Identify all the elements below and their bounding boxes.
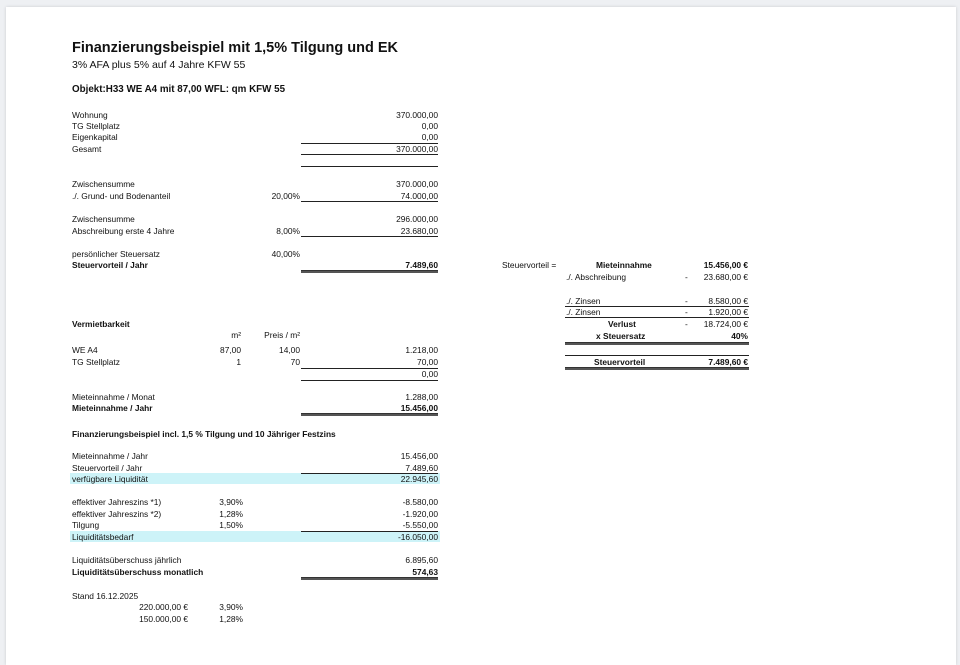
rental-row-preis: 70 xyxy=(290,357,300,367)
side-zinsen1-value: 8.580,00 € xyxy=(708,296,748,306)
stand-amount: 150.000,00 € xyxy=(139,614,188,624)
divider-line xyxy=(565,355,749,356)
side-verlust-value: 18.724,00 € xyxy=(703,319,748,329)
bedarf-value: -16.050,00 xyxy=(397,532,438,542)
stellplatz-value: 0,00 xyxy=(421,121,438,131)
bedarf-label: Liquiditätsbedarf xyxy=(72,532,134,542)
grund-pct: 20,00% xyxy=(271,191,300,201)
rental-row-m2: 1 xyxy=(236,357,241,367)
side-abschreibung-sign: - xyxy=(685,272,688,282)
stand-amount: 220.000,00 € xyxy=(139,602,188,612)
gesamt-label: Gesamt xyxy=(72,144,102,154)
zwischensumme-label: Zwischensumme xyxy=(72,179,135,189)
zins2-label: effektiver Jahreszins *2) xyxy=(72,509,162,519)
rental-row-m2: 87,00 xyxy=(220,345,241,355)
double-underline xyxy=(301,577,438,580)
col-m2-header: m² xyxy=(231,330,241,340)
steuervorteil-label: Steuervorteil / Jahr xyxy=(72,260,148,270)
grund-value: 74.000,00 xyxy=(400,191,438,201)
page-subtitle: 3% AFA plus 5% auf 4 Jahre KFW 55 xyxy=(72,59,246,71)
side-verlust-sign: - xyxy=(685,319,688,329)
zwischensumme2-value: 296.000,00 xyxy=(396,214,438,224)
divider-line xyxy=(301,201,438,202)
side-vorteil-label: Steuervorteil xyxy=(594,357,646,367)
side-zinsen2-label: ./. Zinsen xyxy=(566,307,601,317)
side-miete-value: 15.456,00 € xyxy=(703,260,748,270)
vermietbarkeit-heading: Vermietbarkeit xyxy=(72,319,130,329)
side-abschreibung-value: 23.680,00 € xyxy=(703,272,748,282)
tilgung-value: -5.550,00 xyxy=(402,520,438,530)
side-zinsen2-value: 1.920,00 € xyxy=(708,307,748,317)
stand-pct: 1,28% xyxy=(219,614,243,624)
side-zinsen1-label: ./. Zinsen xyxy=(566,296,601,306)
miete-monat-label: Mieteinnahme / Monat xyxy=(72,392,155,402)
rental-extra-value: 0,00 xyxy=(421,369,438,379)
rental-row-preis: 14,00 xyxy=(279,345,300,355)
double-underline xyxy=(565,367,749,370)
ueberschuss-jahr-value: 6.895,60 xyxy=(405,555,438,565)
miete-jahr-label: Mieteinnahme / Jahr xyxy=(72,403,153,413)
divider-line xyxy=(301,368,438,369)
tilgung-pct: 1,50% xyxy=(219,520,243,530)
ueberschuss-jahr-label: Liquiditätsüberschuss jährlich xyxy=(72,555,182,565)
eigenkapital-label: Eigenkapital xyxy=(72,132,118,142)
zwischensumme2-label: Zwischensumme xyxy=(72,214,135,224)
miete-monat-value: 1.288,00 xyxy=(405,392,438,402)
col-preis-header: Preis / m² xyxy=(264,330,300,340)
zins2-value: -1.920,00 xyxy=(402,509,438,519)
fin-miete-label: Mieteinnahme / Jahr xyxy=(72,451,148,461)
fin-steuer-label: Steuervorteil / Jahr xyxy=(72,463,143,473)
miete-jahr-value: 15.456,00 xyxy=(400,403,438,413)
divider-line xyxy=(301,236,438,237)
side-zinsen1-sign: - xyxy=(685,296,688,306)
side-abschreibung-label: ./. Abschreibung xyxy=(566,272,627,282)
zins2-pct: 1,28% xyxy=(219,509,243,519)
stand-pct: 3,90% xyxy=(219,602,243,612)
divider-line xyxy=(301,166,438,167)
stand-label: Stand 16.12.2025 xyxy=(72,591,139,601)
divider-line xyxy=(301,154,438,155)
side-miete-label: Mieteinnahme xyxy=(596,260,652,270)
double-underline xyxy=(301,413,438,416)
double-underline xyxy=(301,270,438,273)
ueberschuss-monat-value: 574,63 xyxy=(412,567,438,577)
steuersatz-label: persönlicher Steuersatz xyxy=(72,249,160,259)
rental-row-label: TG Stellplatz xyxy=(72,357,120,367)
fin-steuer-value: 7.489,60 xyxy=(405,463,438,473)
side-vorteil-value: 7.489,60 € xyxy=(708,357,748,367)
side-verlust-label: Verlust xyxy=(608,319,636,329)
abschreibung-value: 23.680,00 xyxy=(400,226,438,236)
ueberschuss-monat-label: Liquiditätsüberschuss monatlich xyxy=(72,567,204,577)
abschreibung-pct: 8,00% xyxy=(276,226,300,236)
side-eq-label: Steuervorteil = xyxy=(502,260,557,270)
fin-miete-value: 15.456,00 xyxy=(400,451,438,461)
object-heading: Objekt:H33 WE A4 mit 87,00 WFL: qm KFW 55 xyxy=(72,84,286,95)
side-zinsen2-sign: - xyxy=(685,307,688,317)
wohnung-value: 370.000,00 xyxy=(396,110,438,120)
steuersatz-value: 40,00% xyxy=(271,249,300,259)
steuervorteil-value: 7.489,60 xyxy=(405,260,438,270)
double-underline xyxy=(565,342,749,345)
liquiditaet-label: verfügbare Liquidität xyxy=(72,474,148,484)
stellplatz-label: TG Stellplatz xyxy=(72,121,120,131)
rental-row-value: 1.218,00 xyxy=(405,345,438,355)
rental-row-value: 70,00 xyxy=(417,357,438,367)
divider-line xyxy=(565,317,749,318)
page-title: Finanzierungsbeispiel mit 1,5% Tilgung und EK xyxy=(72,40,399,56)
document-page xyxy=(6,7,956,665)
gesamt-value: 370.000,00 xyxy=(396,144,438,154)
zins1-pct: 3,90% xyxy=(219,497,243,507)
liquiditaet-value: 22.945,60 xyxy=(400,474,438,484)
rental-row-label: WE A4 xyxy=(72,345,98,355)
tilgung-label: Tilgung xyxy=(72,520,100,530)
zins1-label: effektiver Jahreszins *1) xyxy=(72,497,162,507)
zwischensumme-value: 370.000,00 xyxy=(396,179,438,189)
side-satz-value: 40% xyxy=(731,331,748,341)
wohnung-label: Wohnung xyxy=(72,110,108,120)
zins1-value: -8.580,00 xyxy=(402,497,438,507)
eigenkapital-value: 0,00 xyxy=(421,132,438,142)
abschreibung-label: Abschreibung erste 4 Jahre xyxy=(72,226,175,236)
divider-line xyxy=(301,380,438,381)
side-satz-label: x Steuersatz xyxy=(596,331,646,341)
finanzierung-heading: Finanzierungsbeispiel incl. 1,5 % Tilgung und 10 Jähriger Festzins xyxy=(72,429,336,439)
grund-label: ./. Grund- und Bodenanteil xyxy=(72,191,171,201)
